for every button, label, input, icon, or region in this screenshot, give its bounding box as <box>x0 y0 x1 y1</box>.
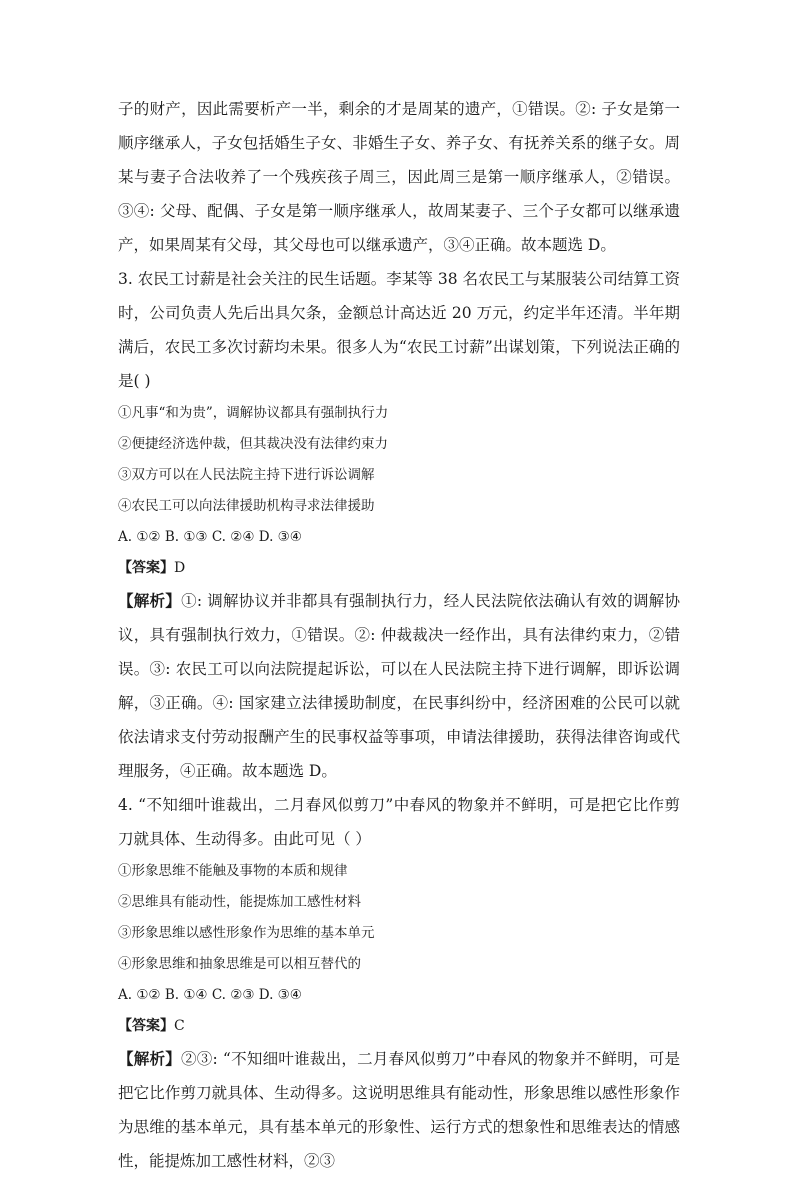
q3-choices: A. ①② B. ①③ C. ②④ D. ③④ <box>118 529 302 545</box>
q3-analysis <box>118 584 680 788</box>
q4-option-3: ③形象思维以感性形象作为思维的基本单元 <box>118 925 375 941</box>
q3-analysis-text: ①: 调解协议并非都具有强制执行力，经人民法院依法确认有效的调解协议，具有强制执行效力，①错误。②: 仲裁裁决一经作出，具有法律约束力，②错误。③: 农民工可以向法院提起诉讼，可以在人民法院主持下进行调解，即诉讼调解，③正确。④: 国家建立法律援助制度，在民事纠纷中，经济困难的公民可以就依法请求支付劳动报酬产生的民事权益等事项，申请法律援助，获得法律咨询或代理服务，④正确。故本题选 D。 <box>118 592 680 780</box>
document-page <box>118 92 680 1178</box>
q4-option-1: ①形象思维不能触及事物的本质和规律 <box>118 863 348 879</box>
q3-option-3: ③双方可以在人民法院主持下进行诉讼调解 <box>118 467 375 483</box>
q4-choices: A. ①② B. ①④ C. ②③ D. ③④ <box>118 987 302 1003</box>
q4-stem: 4. “不知细叶谁裁出，二月春风似剪刀”中春风的物象并不鲜明，可是把它比作剪刀就具体、生动得多。由此可见（ ） <box>118 796 680 848</box>
q3-answer <box>118 553 680 584</box>
q3-option-1: ①凡事“和为贵”，调解协议都具有强制执行力 <box>118 405 389 421</box>
q3-option-2: ②便捷经济选仲裁，但其裁决没有法律约束力 <box>118 436 388 452</box>
q2-analysis-continuation: 子的财产，因此需要析产一半，剩余的才是周某的遗产，①错误。②: 子女是第一顺序继承人，子女包括婚生子女、非婚生子女、养子女、有抚养关系的继子女。周某与妻子合法收养了一个残疾孩子周三，因此周三是第一顺序继承人，②错误。③④: 父母、配偶、子女是第一顺序继承人，故周某妻子、三个子女都可以继承遗产，如果周某有父母，其父母也可以继承遗产，③④正确。故本题选 D。 <box>118 100 680 254</box>
q4-answer <box>118 1011 680 1042</box>
q4-analysis-text: ②③: “不知细叶谁裁出，二月春风似剪刀”中春风的物象并不鲜明，可是把它比作剪刀就具体、生动得多。这说明思维具有能动性，形象思维以感性形象作为思维的基本单元，具有基本单元的形象性、运行方式的想象性和思维表达的情感性，能提炼加工感性材料，②③ <box>118 1050 680 1170</box>
q3-stem: 3. 农民工讨薪是社会关注的民生话题。李某等 38 名农民工与某服装公司结算工资时，公司负责人先后出具欠条，金额总计高达近 20 万元，约定半年还清。半年期满后，农民工多次讨薪均未果。很多人为“农民工讨薪”出谋划策，下列说法正确的是( ) <box>118 270 680 390</box>
q4-answer-value: C <box>174 1018 185 1034</box>
q3-answer-value: D <box>174 560 186 576</box>
q4-option-4: ④形象思维和抽象思维是可以相互替代的 <box>118 956 361 972</box>
q3-analysis-tag: 【解析】 <box>118 591 182 610</box>
q3-answer-tag: 【答案】 <box>118 560 174 576</box>
q4-analysis <box>118 1042 680 1178</box>
q4-answer-tag: 【答案】 <box>118 1018 174 1034</box>
q4-option-2: ②思维具有能动性，能提炼加工感性材料 <box>118 894 361 910</box>
q3-option-4: ④农民工可以向法律援助机构寻求法律援助 <box>118 498 375 514</box>
q4-analysis-tag: 【解析】 <box>118 1049 181 1068</box>
